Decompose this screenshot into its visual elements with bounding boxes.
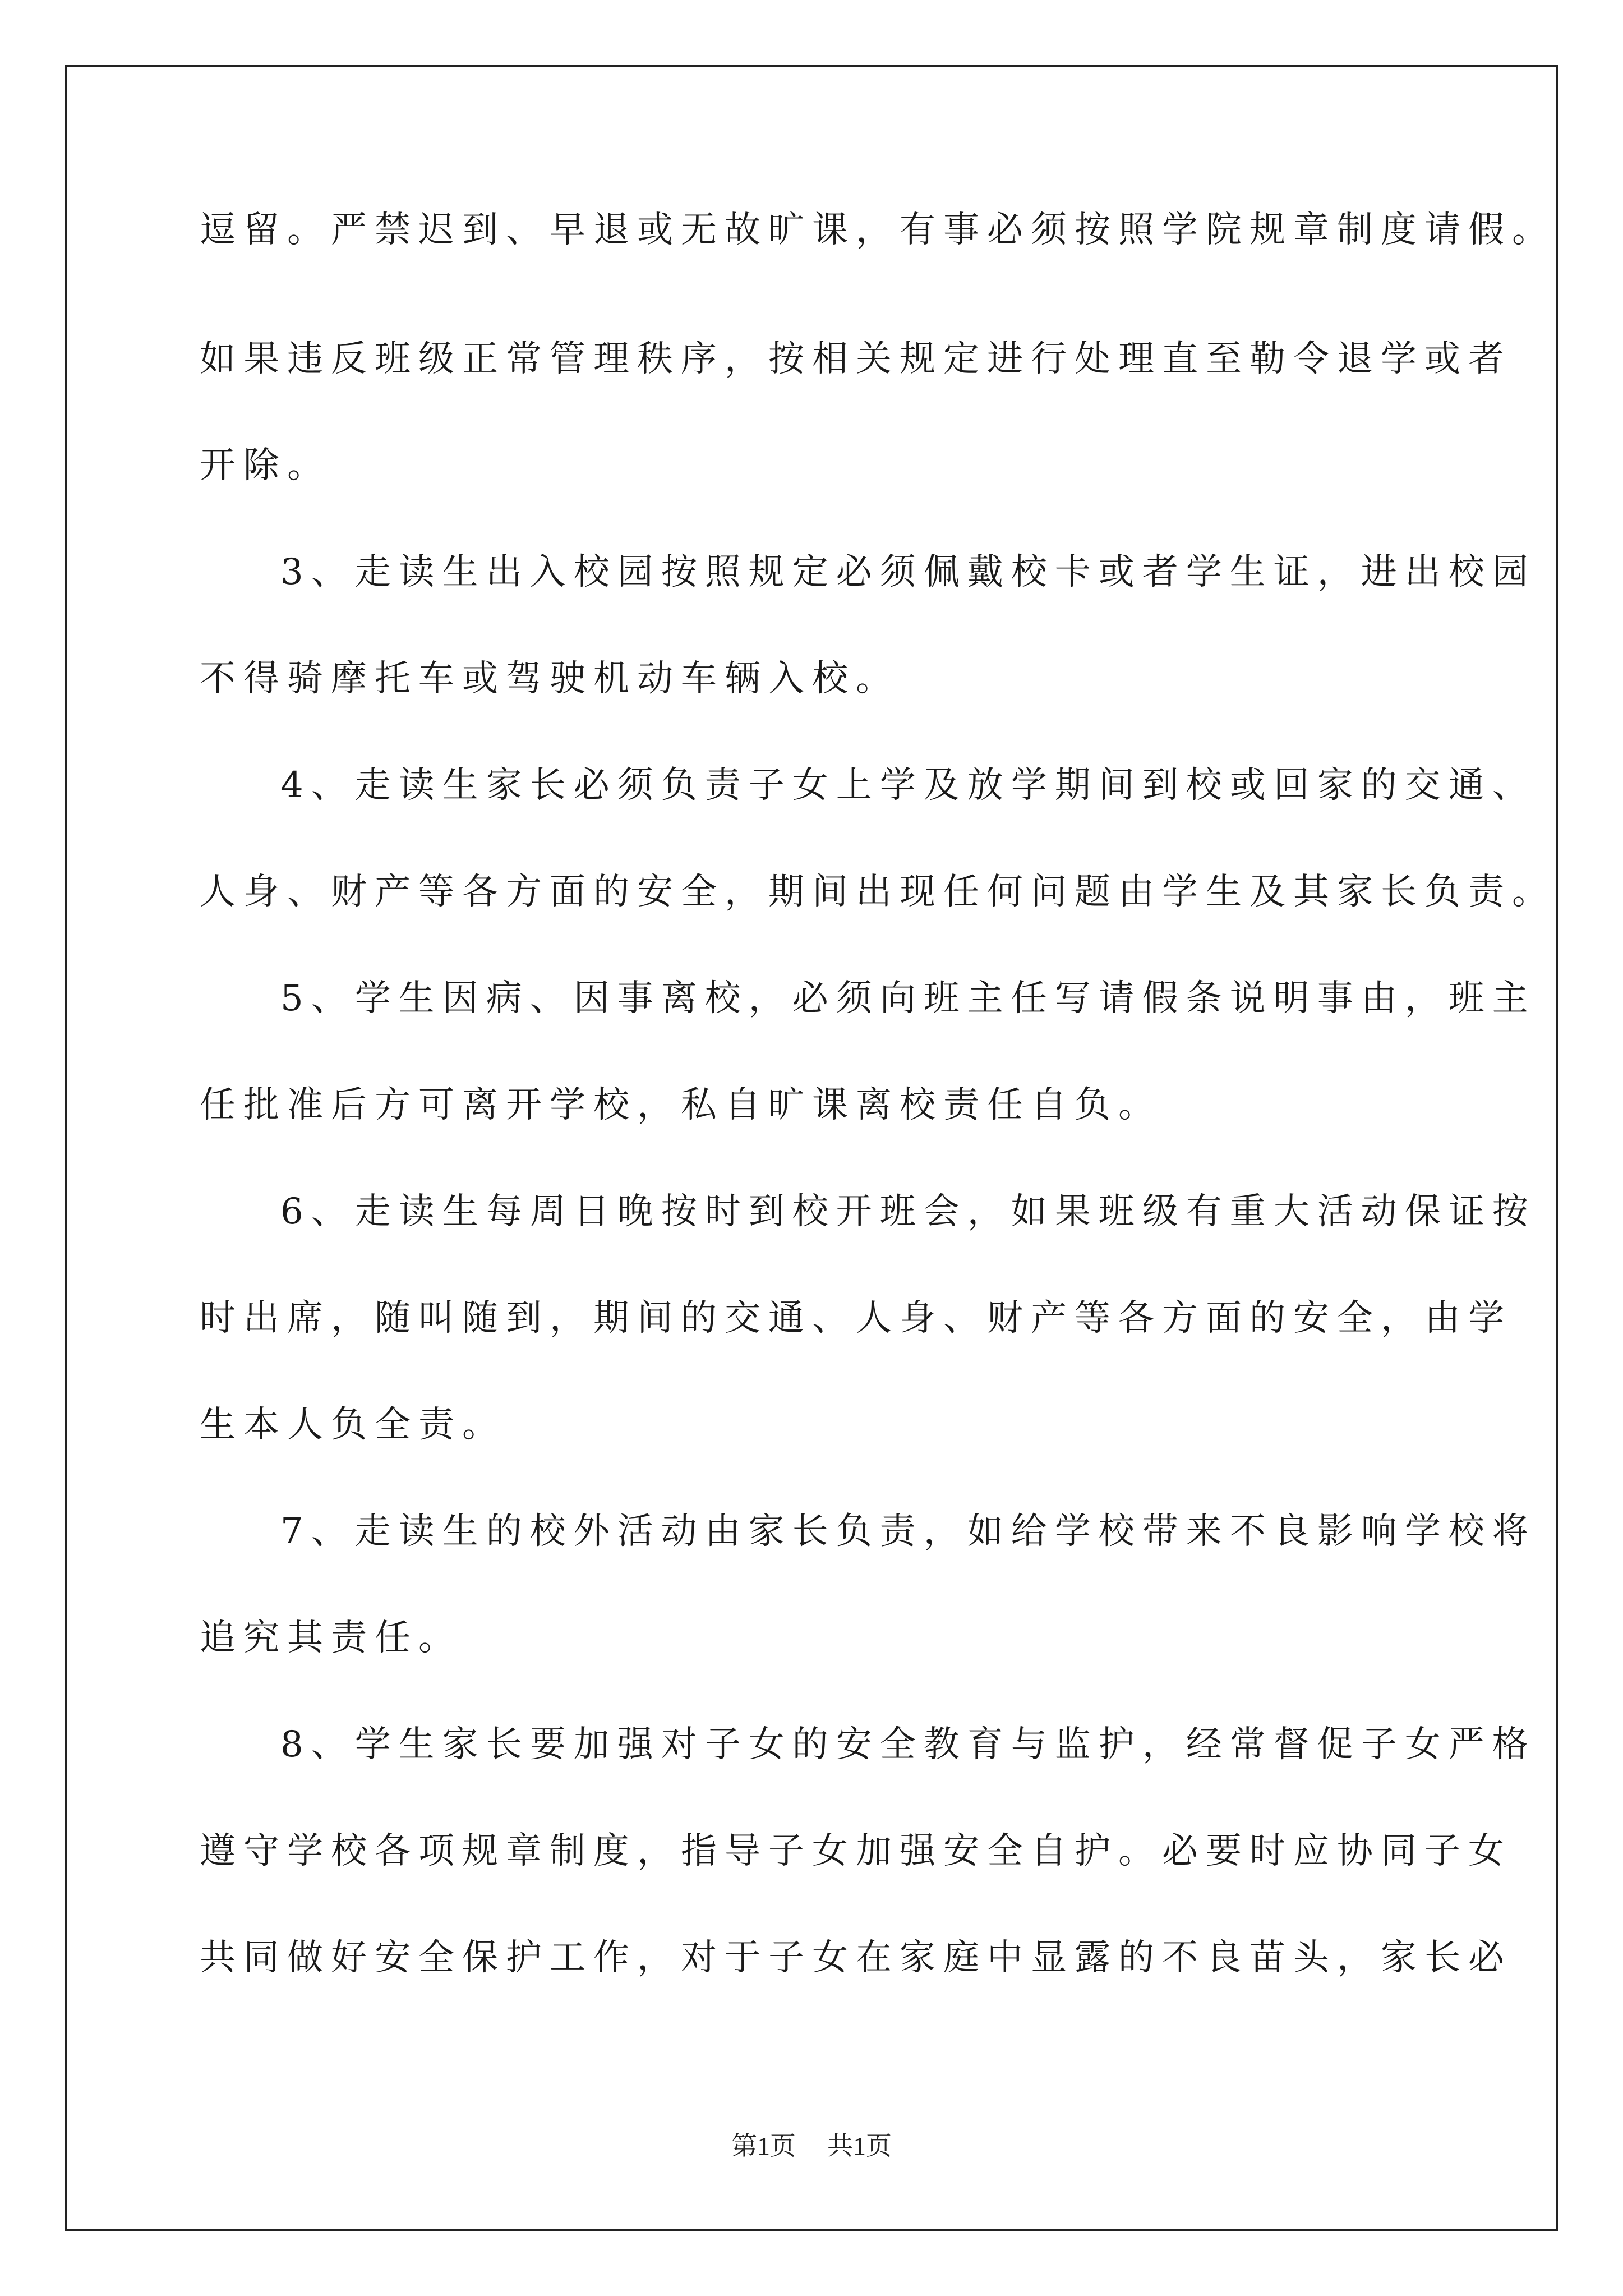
text-line: 5、学生因病、因事离校，必须向班主任写请假条说明事由，班主 [280, 978, 1536, 1019]
text-line: 开除。 [200, 445, 331, 486]
text-line: 3、走读生出入校园按照规定必须佩戴校卡或者学生证，进出校园 [280, 551, 1536, 593]
page-border [65, 65, 1558, 2231]
page-number: 第1页 [731, 2132, 796, 2160]
text-line: 4、走读生家长必须负责子女上学及放学期间到校或回家的交通、 [280, 765, 1536, 806]
text-line: 生本人负全责。 [200, 1404, 506, 1446]
text-line: 时出席，随叫随到，期间的交通、人身、财产等各方面的安全，由学 [200, 1297, 1512, 1339]
page-total: 共1页 [827, 2132, 892, 2160]
page-footer [0, 2129, 1623, 2163]
text-line: 不得骑摩托车或驾驶机动车辆入校。 [200, 658, 900, 700]
text-line: 追究其责任。 [200, 1617, 462, 1659]
text-line: 7、走读生的校外活动由家长负责，如给学校带来不良影响学校将 [280, 1511, 1536, 1552]
text-line: 任批准后方可离开学校，私自旷课离校责任自负。 [200, 1084, 1162, 1126]
text-line: 如果违反班级正常管理秩序，按相关规定进行处理直至勒令退学或者 [200, 338, 1512, 380]
text-line: 遵守学校各项规章制度，指导子女加强安全自护。必要时应协同子女 [200, 1830, 1512, 1872]
text-line: 人身、财产等各方面的安全，期间出现任何问题由学生及其家长负责。 [200, 871, 1556, 913]
text-line: 6、走读生每周日晚按时到校开班会，如果班级有重大活动保证按 [280, 1191, 1536, 1232]
text-line: 逗留。严禁迟到、早退或无故旷课，有事必须按照学院规章制度请假。 [200, 209, 1556, 251]
text-line: 共同做好安全保护工作，对于子女在家庭中显露的不良苗头，家长必 [200, 1937, 1512, 1978]
text-line: 8、学生家长要加强对子女的安全教育与监护，经常督促子女严格 [280, 1724, 1536, 1765]
